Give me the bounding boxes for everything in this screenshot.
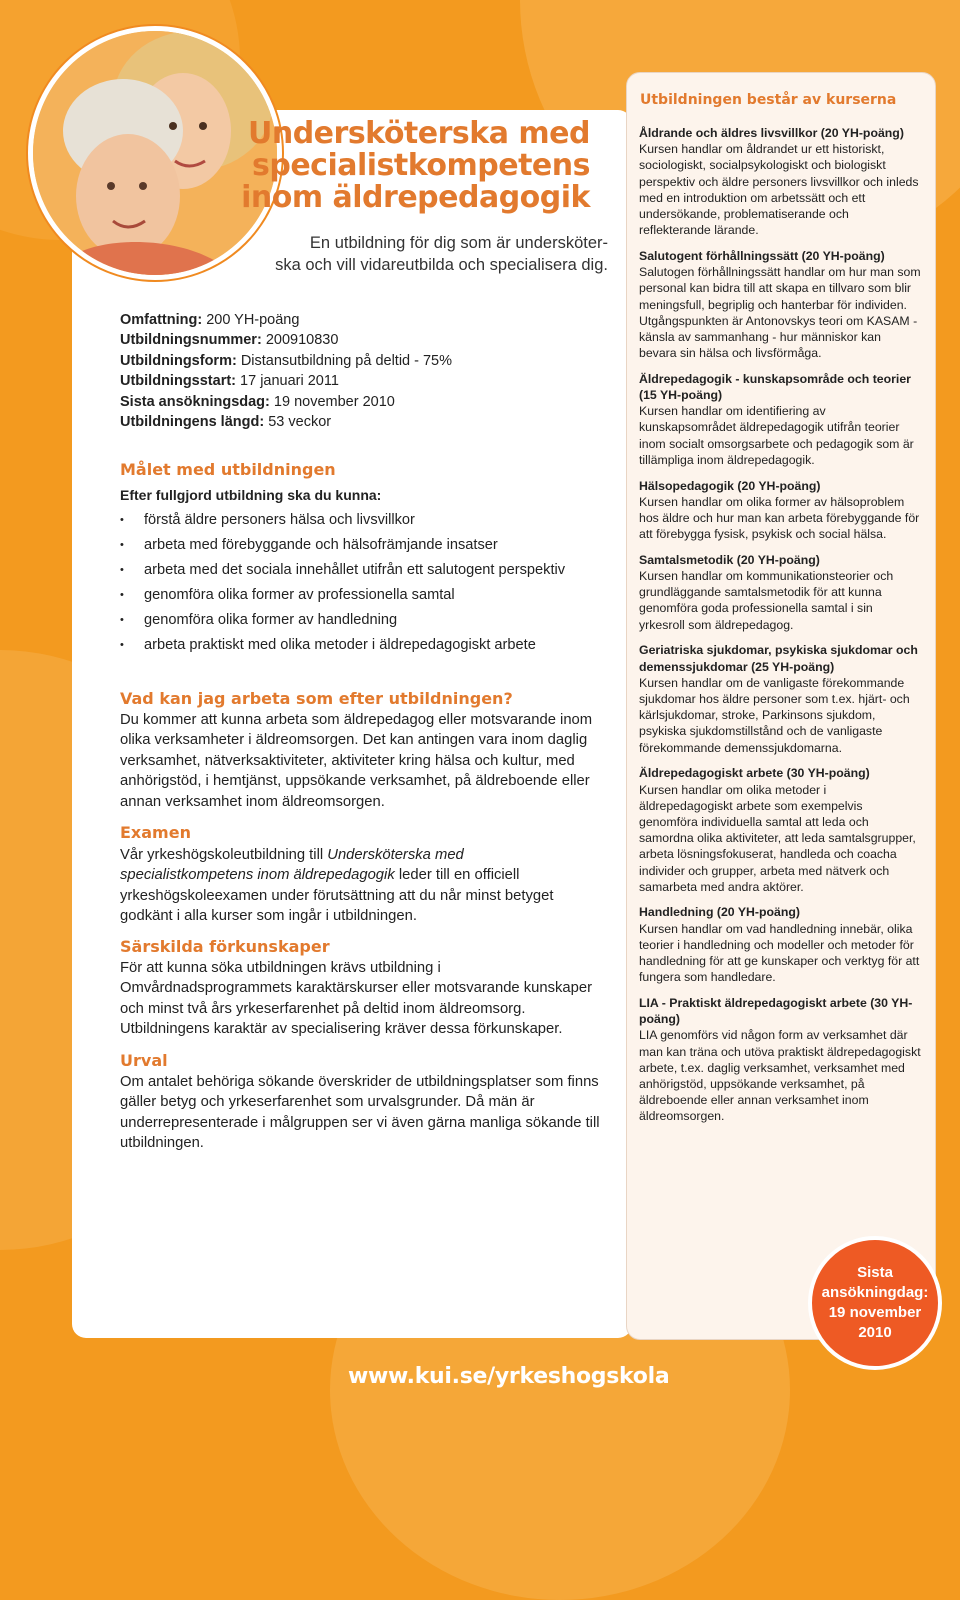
course-item [639,125,921,238]
fact-label: Sista ansökningsdag: [120,393,270,410]
fact-label: Utbildningsnummer: [120,332,262,349]
course-description: Kursen handlar om åldrandet ur ett historiskt, sociologiskt, socialpsykologiskt och biologiskt perspektiv och äldre personers livsvillkor och inleds med en introduktion om arbetssätt och ett undersökande, problematiserande och reflekterande lärande. [639,142,919,238]
goal-list [120,510,600,660]
exam-text [120,845,600,927]
fact-row [120,412,600,432]
course-item [639,765,921,895]
goal-item: • arbeta med det sociala innehållet utifrån ett salutogent perspektiv [120,560,600,580]
goal-item: • genomföra olika former av handledning [120,610,600,630]
prereq-heading: Särskilda förkunskaper [120,937,330,956]
selection-text: Om antalet behöriga sökande överskrider de utbildningsplatser som finns gäller betyg och yrkeserfarenhet som urvalsgrunder. Då män är underrepresenterade i målgruppen ser vi även gärna manliga sökande till utbildningen. [120,1074,600,1152]
fact-value: 200910830 [265,332,339,349]
badge-line: Sista [857,1264,893,1281]
badge-line: 19 november [828,1304,922,1321]
course-description: Kursen handlar om kommunikationsteorier och grundläggande samtalsmetodik för att kunna genomföra goda professionella samtal i sin yrkesroll som äldrepedagog. [639,569,894,632]
course-item [639,642,921,755]
fact-value: Distansutbildning på deltid - 75% [240,352,453,369]
course-name: Åldrande och äldres livsvillkor (20 YH-poäng) [639,126,904,140]
goal-heading: Målet med utbildningen [120,460,336,479]
selection-heading: Urval [120,1051,168,1070]
program-name-italic: Undersköterska med specialistkompetens inom äldrepedagogik [120,847,464,884]
course-item [639,248,921,361]
subtitle-line: ska och vill vidareutbilda och specialisera dig. [275,256,608,274]
fact-label: Omfattning: [120,312,203,328]
course-name: Salutogent förhållningssätt (20 YH-poäng) [639,248,885,263]
course-name: Äldrepedagogiskt arbete (30 YH-poäng) [639,766,870,781]
badge-line: ansökningdag: [821,1284,929,1301]
website-link[interactable]: www.kui.se/yrkeshogskola [348,1364,670,1389]
course-description: Kursen handlar om vad handledning innebär, olika teorier i handledning och modeller och metoder för handledning för att ge kunskaper och verktyg för att fungera som handledare. [639,921,920,985]
fact-row [120,392,600,412]
course-item [639,478,921,543]
fact-label: Utbildningsform: [120,352,237,369]
title-line: specialistkompetens [252,148,590,183]
goal-item: • arbeta med förebyggande och hälsofrämjande insatser [120,535,600,555]
program-facts [120,310,600,432]
deadline-badge-text [820,1263,930,1343]
course-description: Kursen handlar om de vanligaste förekommande sjukdomar hos äldre personer som t.ex. hjärt- och kärlsjukdomar, stroke, Parkinsons sjukdom, psykiska sjukdomstillstånd och de vanligaste förekommande demenssjukdomarna. [639,675,910,755]
goal-lead: Efter fullgjord utbildning ska du kunna: [120,487,382,503]
fact-row [120,310,600,330]
course-description: Kursen handlar om olika former av hälsoproblem hos äldre och hur man kan arbeta förebyggande för att förebygga fysisk, psykisk och social hälsa. [639,494,920,542]
exam-text-start: Vår yrkeshögskoleutbildning till [120,847,328,863]
course-name: Geriatriska sjukdomar, psykiska sjukdomar och demenssjukdomar (25 YH-poäng) [639,643,918,674]
badge-line: 2010 [858,1324,892,1341]
subtitle [210,232,608,276]
course-name: Äldrepedagogik - kunskapsområde och teorier (15 YH-poäng) [639,371,911,403]
course-item [639,904,921,985]
goal-item: • genomföra olika former av professionella samtal [120,585,600,605]
course-item [639,552,921,633]
sidebar-heading: Utbildningen består av kurserna [640,92,897,108]
fact-value: 53 veckor [268,414,332,431]
title-line: inom äldrepedagogik [241,180,590,215]
fact-row [120,371,600,391]
course-description: Kursen handlar om identifiering av kunskapsområdet äldrepedagogik utifrån teorier inom socialt omsorgsarbete och pedagogik som är tillämpliga inom äldrepedagogik. [639,404,914,467]
fact-row [120,330,600,350]
course-item [639,371,921,468]
course-item [639,995,921,1125]
goal-item: • arbeta praktiskt med olika metoder i äldrepedagogiskt arbete [120,635,600,655]
course-name: Samtalsmetodik (20 YH-poäng) [639,552,820,567]
course-name: Handledning (20 YH-poäng) [639,905,801,920]
subtitle-line: En utbildning för dig som är undersköter- [309,234,608,252]
course-description: LIA genomförs vid någon form av verksamhet där man kan träna och utöva praktiskt äldrepedagogiskt arbete, t.ex. daglig verksamhet, verksamhet med anhörigstöd, uppsökande verksamhet, på äldreboende eller annan verksamhet inom äldreomsorgen. [639,1028,921,1124]
course-description: Salutogen förhållningssätt handlar om hur man som personal kan bidra till att skapa en tillvaro som blir meningsfull, begriplig och hanterbar för individen. Utgångspunkten är Antonovskys teori om KASAM - känsla av sammanhang - hur människor kan bevara sin hälsa och livsförmåga. [639,265,921,361]
fact-value: 17 januari 2011 [240,373,339,390]
fact-value: 19 november 2010 [273,393,395,410]
page-title [230,118,590,214]
work-heading: Vad kan jag arbeta som efter utbildningen? [120,689,513,708]
work-text: Du kommer att kunna arbeta som äldrepedagog eller motsvarande inom olika verksamheter i äldreomsorgen. Det kan antingen vara inom daglig verksamhet, nätverksaktiviteter, aktiviteter kring hälsa och kultur, med anhörigstöd, i hemtjänst, uppsökande verksamhet, på äldreboende eller annan verksamhet inom äldreomsorgen. [120,712,593,810]
deadline-badge [808,1236,942,1370]
fact-value: 200 YH-poäng [206,312,300,328]
fact-row [120,351,600,371]
course-description: Kursen handlar om olika metoder i äldrepedagogiskt arbete som exempelvis genomföra individuella samtal att leda och samordna olika aktiviteter, att leda samtalsgrupper, arbeta lösningsfokuserat, handleda och coacha individer och grupper, arbeta med nätverk och samarbeta med andra aktörer. [639,782,916,894]
course-name: Hälsopedagogik (20 YH-poäng) [639,478,821,493]
fact-label: Utbildningens längd: [120,414,265,431]
course-name: LIA - Praktiskt äldrepedagogiskt arbete (30 YH-poäng) [639,995,913,1027]
exam-heading: Examen [120,823,191,842]
title-line: Undersköterska med [247,116,590,151]
course-list [639,125,921,1134]
prereq-text: För att kunna söka utbildningen krävs utbildning i Omvårdnadsprogrammets karaktärskurser eller motsvarande kunskaper och minst två års yrkeserfarenhet på deltid inom äldreomsorg. Utbildningens karaktär av specialisering kräver dessa förkunskaper. [120,960,593,1038]
exam-text-end: leder till en officiell yrkeshögskoleexamen under förutsättning att du når minst betyget godkänt i alla kurser som ingår i utbildningen. [120,867,554,925]
goal-item: • förstå äldre personers hälsa och livsvillkor [120,510,600,530]
fact-label: Utbildningsstart: [120,373,236,390]
